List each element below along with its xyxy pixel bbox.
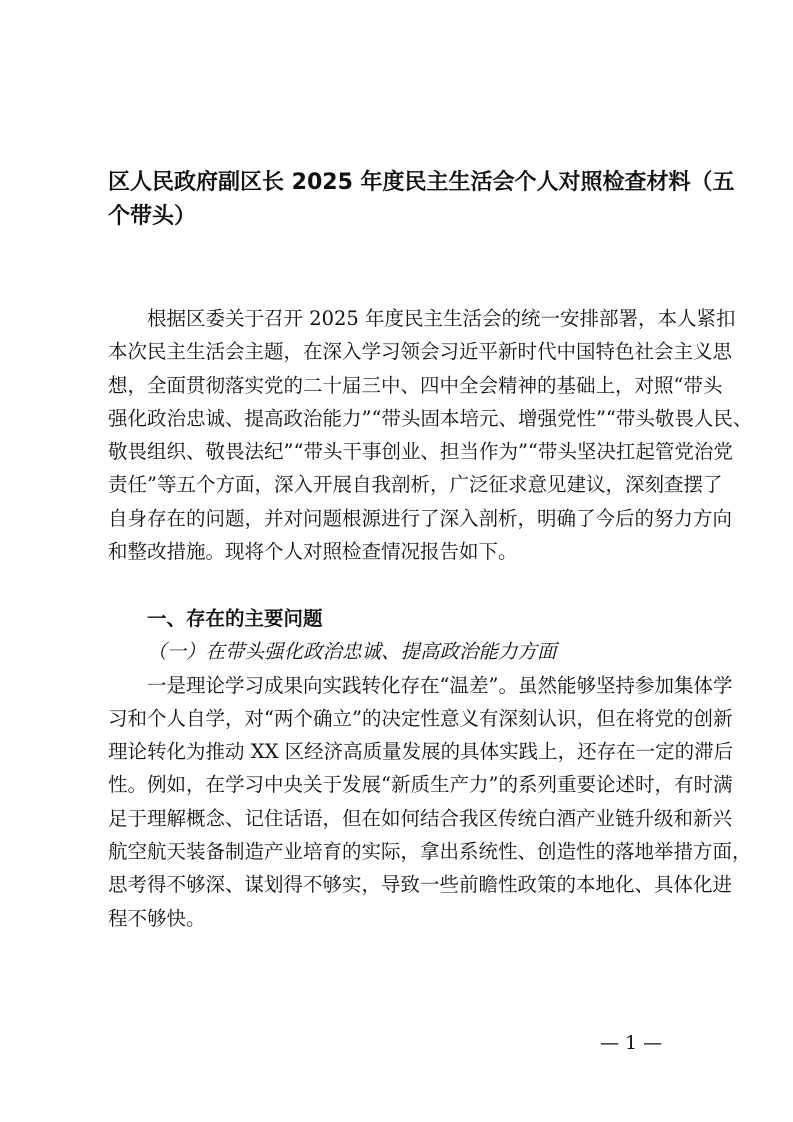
text-line: 航空航天装备制造产业培育的实际，拿出系统性、创造性的落地举措方面， <box>108 840 752 864</box>
text-line: 程不够快。 <box>108 906 206 930</box>
section-heading: 一、存在的主要问题 <box>147 607 323 630</box>
text-line: 和整改措施。现将个人对照检查情况报告如下。 <box>108 540 518 564</box>
text-line: 强化政治忠诚、提高政治能力”“带头固本培元、增强党性”“带头敬畏人民、 <box>108 406 753 430</box>
title-line: 个带头） <box>108 204 197 229</box>
text-line: 足于理解概念、记住话语，但在如何结合我区传统白酒产业链升级和新兴 <box>108 806 733 830</box>
text-line: 本次民主生活会主题，在深入学习领会习近平新时代中国特色社会主义思 <box>108 340 733 364</box>
text-line: 想，全面贯彻落实党的二十届三中、四中全会精神的基础上，对照“带头 <box>108 373 723 397</box>
text-line: 敬畏组织、敬畏法纪”“带头干事创业、担当作为”“带头坚决扛起管党治党 <box>108 440 733 464</box>
text-line: 理论转化为推动 XX 区经济高质量发展的具体实践上，还存在一定的滞后 <box>108 740 734 764</box>
text-line: 习和个人自学，对“两个确立”的决定性意义有深刻认识，但在将党的创新 <box>108 706 733 730</box>
text-line: 一是理论学习成果向实践转化存在“温差”。虽然能够坚持参加集体学 <box>147 673 733 697</box>
document-title <box>108 166 735 234</box>
text-line: 自身存在的问题，并对问题根源进行了深入剖析，明确了今后的努力方向 <box>108 506 733 530</box>
section-body <box>108 602 752 935</box>
text-line: 思考得不够深、谋划得不够实，导致一些前瞻性政策的本地化、具体化进 <box>108 873 733 897</box>
title-line: 区人民政府副区长 2025 年度民主生活会个人对照检查材料（五 <box>108 170 735 195</box>
text-line: 性。例如，在学习中央关于发展“新质生产力”的系列重要论述时，有时满 <box>108 773 733 797</box>
intro-paragraph <box>108 302 753 568</box>
text-line: 根据区委关于召开 2025 年度民主生活会的统一安排部署，本人紧扣 <box>147 307 736 330</box>
text-line: 责任”等五个方面，深入开展自我剖析，广泛征求意见建议，深刻查摆了 <box>108 473 723 497</box>
subsection-heading: （一）在带头强化政治忠诚、提高政治能力方面 <box>147 640 557 664</box>
page-number: — 1 — <box>600 1032 663 1054</box>
